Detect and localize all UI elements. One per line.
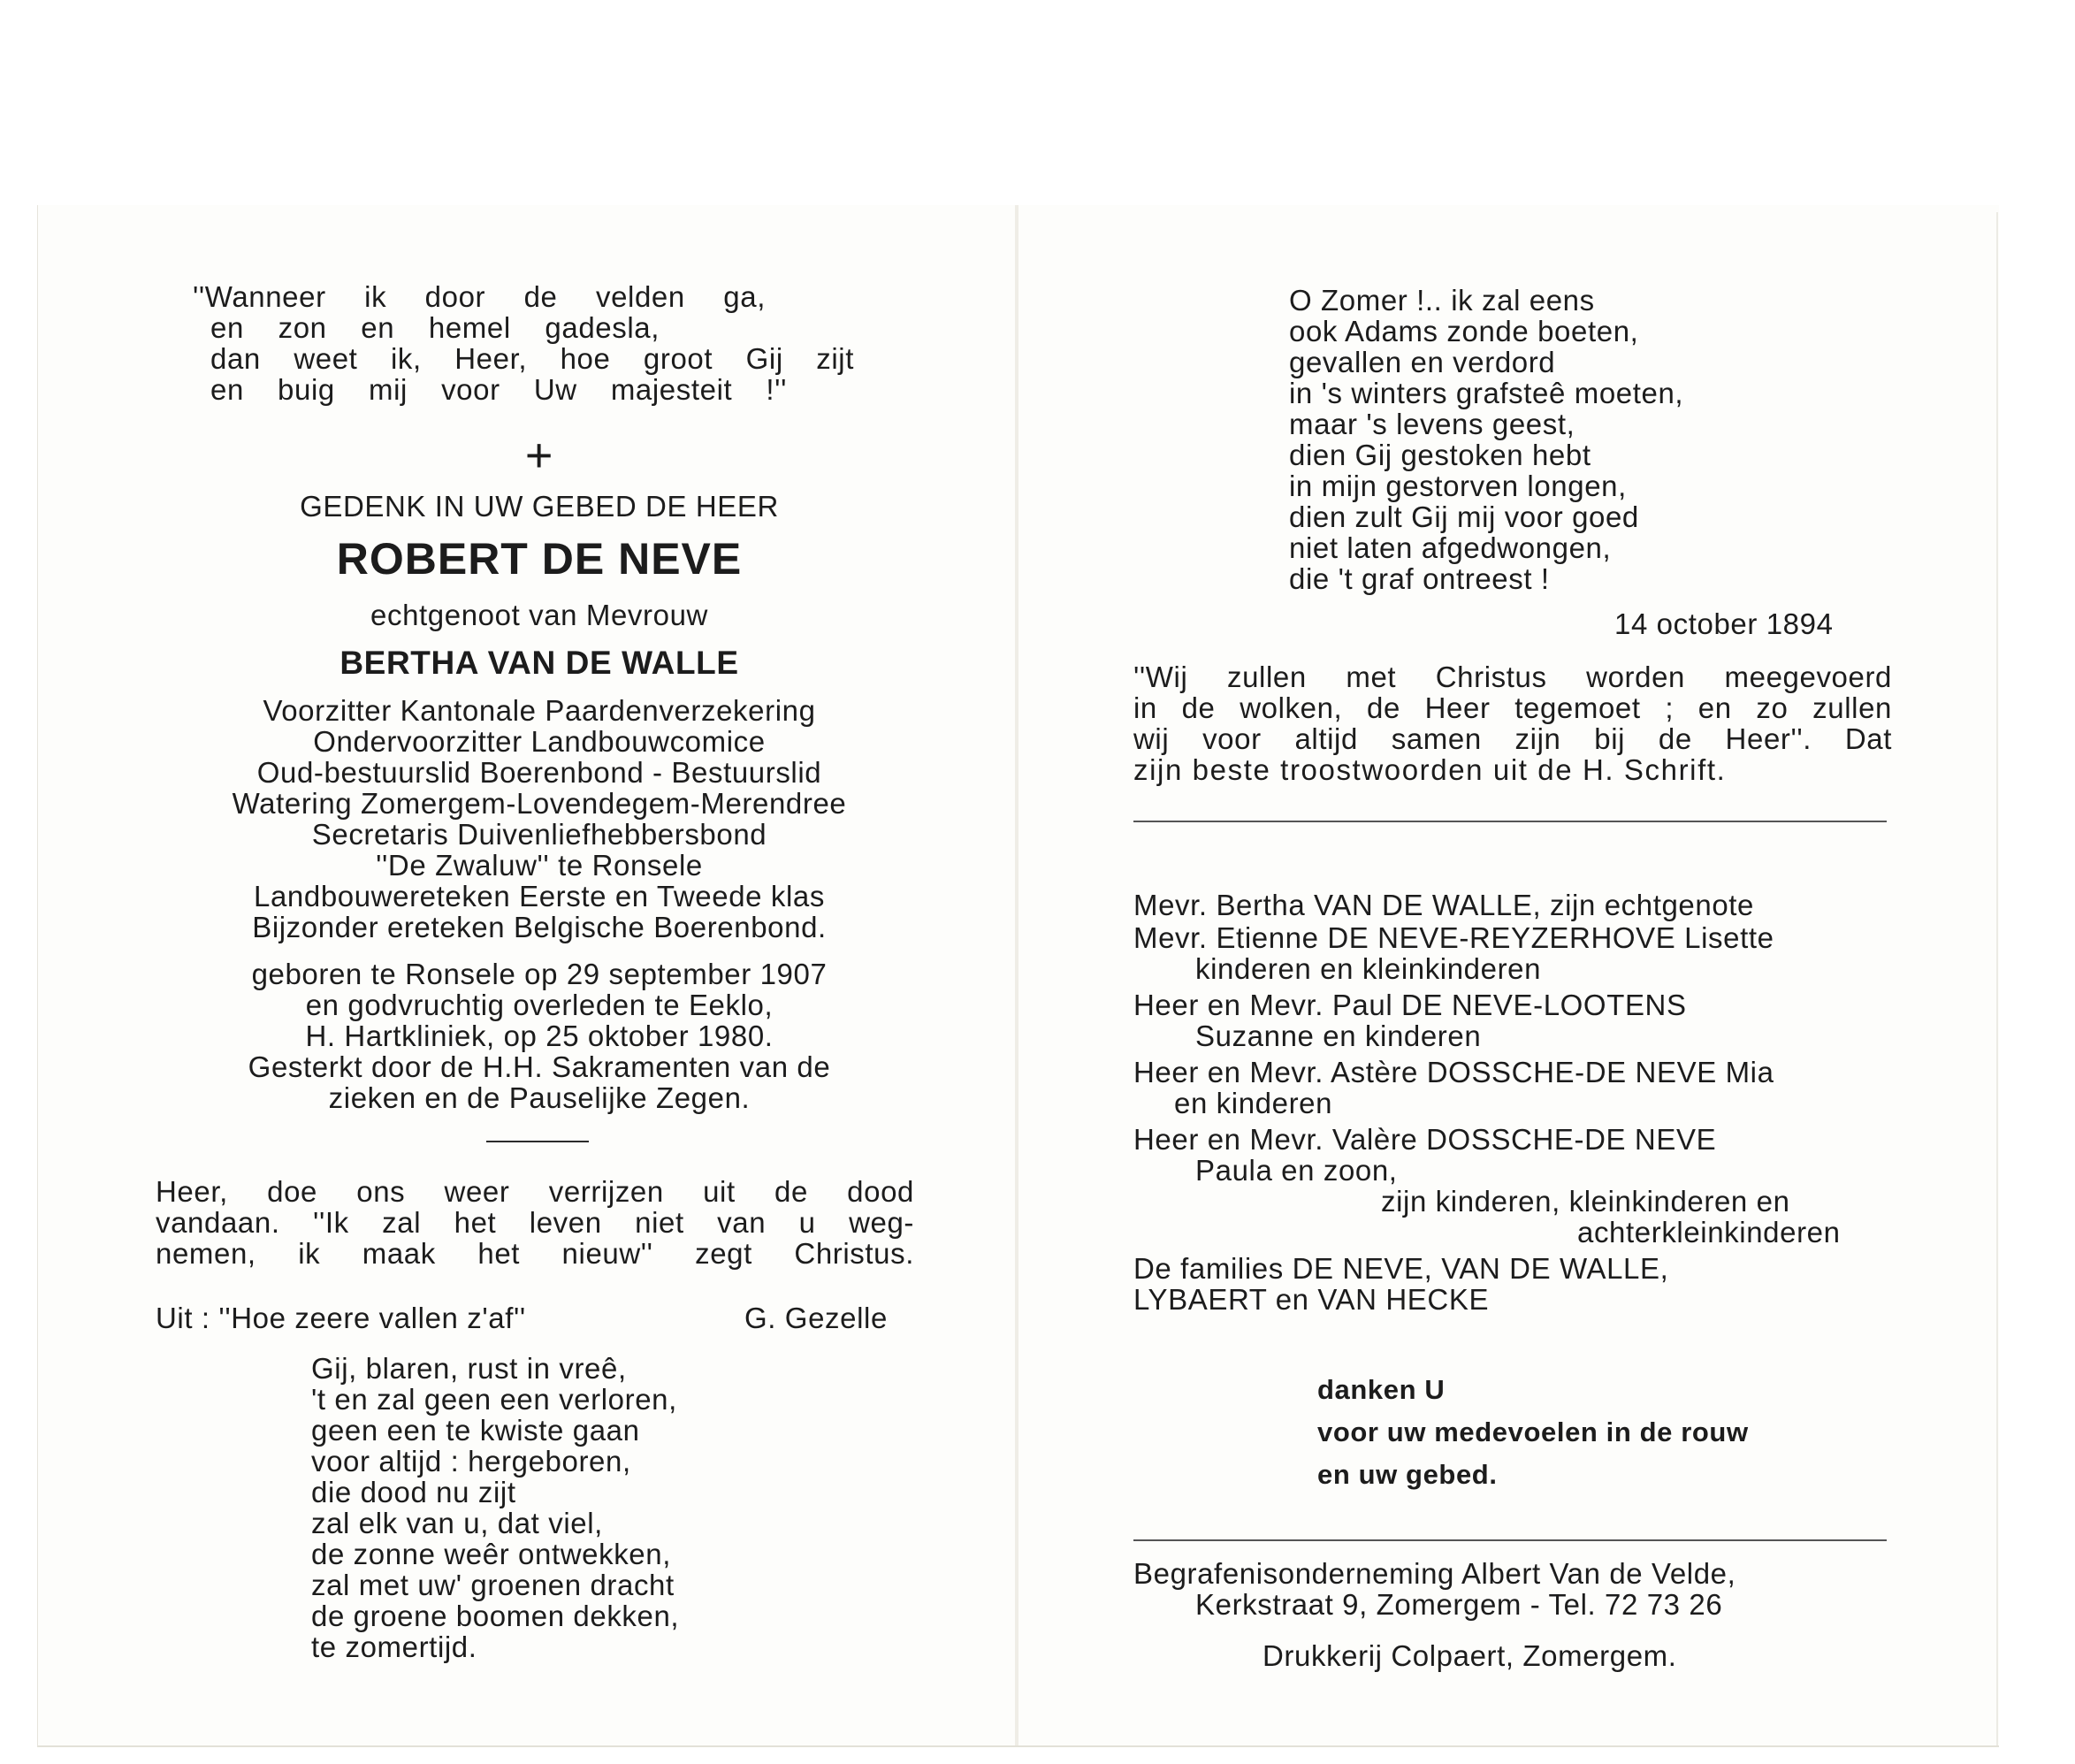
quote-line: dan weet ik, Heer, hoe groot Gij zijt	[210, 342, 854, 375]
life-line: Gesterkt door de H.H. Sakramenten van de	[248, 1050, 831, 1083]
poem-line: te zomertijd.	[311, 1630, 477, 1663]
gezelle-poem	[311, 1353, 806, 1662]
family-line: achterkleinkinderen	[1577, 1216, 1841, 1249]
intro-line: GEDENK IN UW GEBED DE HEER	[300, 490, 779, 523]
poem-line: O Zomer !.. ik zal eens	[1289, 284, 1595, 317]
scripture-line: ''Wij zullen met Christus worden meegevoerd	[1133, 661, 1892, 693]
poem-line: zal met uw' groenen dracht	[311, 1569, 675, 1601]
undertaker-line: Begrafenisonderneming Albert Van de Velde,	[1133, 1557, 1736, 1590]
thanks-block	[1317, 1369, 1901, 1496]
thanks-line: en uw gebed.	[1317, 1459, 1498, 1490]
poem-line: in 's winters grafsteê moeten,	[1289, 377, 1684, 409]
life-line: H. Hartkliniek, op 25 oktober 1980.	[305, 1019, 774, 1052]
prayer-line: nemen, ik maak het nieuw'' zegt Christus.	[156, 1237, 914, 1270]
family-line: kinderen en kleinkinderen	[1195, 952, 1542, 985]
poem-line: die 't graf ontreest !	[1289, 562, 1550, 595]
title-line: Oud-bestuurslid Boerenbond - Bestuurslid	[256, 756, 822, 789]
title-line: Bijzonder ereteken Belgische Boerenbond.	[252, 911, 827, 943]
divider	[1133, 1539, 1887, 1541]
life-line: en godvruchtig overleden te Eeklo,	[305, 989, 774, 1021]
poem-line: Gij, blaren, rust in vreê,	[311, 1352, 627, 1385]
family-line: zijn kinderen, kleinkinderen en	[1381, 1185, 1790, 1218]
divider-short	[486, 1141, 589, 1142]
thanks-line: danken U	[1317, 1374, 1446, 1405]
quote-line: en buig mij voor Uw majesteit !''	[210, 373, 787, 406]
poem-line: die dood nu zijt	[311, 1476, 516, 1508]
prayer-text	[156, 1176, 914, 1269]
title-line: Secretaris Duivenliefhebbersbond	[311, 818, 767, 851]
title-line: ''De Zwaluw'' te Ronsele	[376, 849, 703, 882]
poem-line: 't en zal geen een verloren,	[311, 1383, 677, 1416]
family-line: LYBAERT en VAN HECKE	[1133, 1283, 1490, 1316]
poem-date: 14 october 1894	[1614, 607, 1834, 640]
spouse-name: BERTHA VAN DE WALLE	[339, 645, 739, 681]
cross-symbol: +	[524, 429, 554, 482]
printer-line: Drukkerij Colpaert, Zomergem.	[1263, 1639, 1677, 1672]
quote-line: ''Wanneer ik door de velden ga,	[193, 280, 766, 313]
poem-line: ook Adams zonde boeten,	[1289, 315, 1639, 347]
quote-line: en zon en hemel gadesla,	[210, 311, 660, 344]
summer-poem	[1289, 285, 1784, 594]
deceased-name: ROBERT DE NEVE	[336, 534, 743, 584]
life-details	[159, 958, 919, 1113]
poem-line: de zonne weêr ontwekken,	[311, 1538, 671, 1570]
thanks-line: voor uw medevoelen in de rouw	[1317, 1417, 1749, 1447]
family-line: De families DE NEVE, VAN DE WALLE,	[1133, 1252, 1669, 1285]
poem-line: niet laten afgedwongen,	[1289, 531, 1612, 564]
family-line: Heer en Mevr. Valère DOSSCHE-DE NEVE	[1133, 1123, 1717, 1156]
poem-line: maar 's levens geest,	[1289, 408, 1575, 440]
opening-quote	[193, 280, 854, 406]
poem-line: voor altijd : hergeboren,	[311, 1445, 631, 1478]
poem-line: zal elk van u, dat viel,	[311, 1507, 603, 1539]
title-line: Ondervoorzitter Landbouwcomice	[313, 725, 766, 758]
family-line: Mevr. Bertha VAN DE WALLE, zijn echtgenote	[1133, 889, 1755, 921]
prayer-line: Heer, doe ons weer verrijzen uit de dood	[156, 1175, 914, 1208]
poem-source: Uit : ''Hoe zeere vallen z'af''	[156, 1302, 526, 1334]
family-line: en kinderen	[1174, 1087, 1333, 1119]
poem-line: geen een te kwiste gaan	[311, 1414, 640, 1447]
life-line: geboren te Ronsele op 29 september 1907	[251, 958, 828, 990]
spouse-intro: echtgenoot van Mevrouw	[370, 599, 708, 631]
prayer-line: vandaan. ''Ik zal het leven niet van u weg-	[156, 1206, 914, 1239]
scripture-text	[1133, 661, 1892, 785]
divider	[1133, 821, 1887, 822]
family-line: Heer en Mevr. Astère DOSSCHE-DE NEVE Mia	[1133, 1056, 1774, 1088]
family-line: Paula en zoon,	[1195, 1154, 1398, 1187]
scripture-line: zijn beste troostwoorden uit de H. Schrift.	[1133, 753, 1727, 786]
poem-line: de groene boomen dekken,	[311, 1600, 680, 1632]
family-line: Suzanne en kinderen	[1195, 1019, 1482, 1052]
title-line: Landbouwereteken Eerste en Tweede klas	[254, 880, 825, 913]
family-list	[1133, 890, 1903, 1315]
life-line: zieken en de Pauselijke Zegen.	[328, 1081, 751, 1114]
undertaker-line: Kerkstraat 9, Zomergem - Tel. 72 73 26	[1195, 1588, 1723, 1621]
right-page	[1017, 0, 2075, 1764]
titles-list	[159, 695, 919, 943]
poem-line: gevallen en verdord	[1289, 346, 1556, 378]
scripture-line: wij voor altijd samen zijn bij de Heer''. Dat	[1133, 722, 1892, 755]
title-line: Voorzitter Kantonale Paardenverzekering	[263, 694, 816, 727]
family-line: Mevr. Etienne DE NEVE-REYZERHOVE Lisette	[1133, 921, 1774, 954]
title-line: Watering Zomergem-Lovendegem-Merendree	[232, 787, 847, 820]
scripture-line: in de wolken, de Heer tegemoet ; en zo zullen	[1133, 691, 1892, 724]
poem-line: dien zult Gij mij voor goed	[1289, 500, 1639, 533]
undertaker-info	[1133, 1558, 1894, 1620]
left-page	[0, 0, 1017, 1764]
poem-author: G. Gezelle	[744, 1302, 888, 1334]
poem-line: in mijn gestorven longen,	[1289, 470, 1627, 502]
family-line: Heer en Mevr. Paul DE NEVE-LOOTENS	[1133, 989, 1687, 1021]
poem-line: dien Gij gestoken hebt	[1289, 439, 1591, 471]
